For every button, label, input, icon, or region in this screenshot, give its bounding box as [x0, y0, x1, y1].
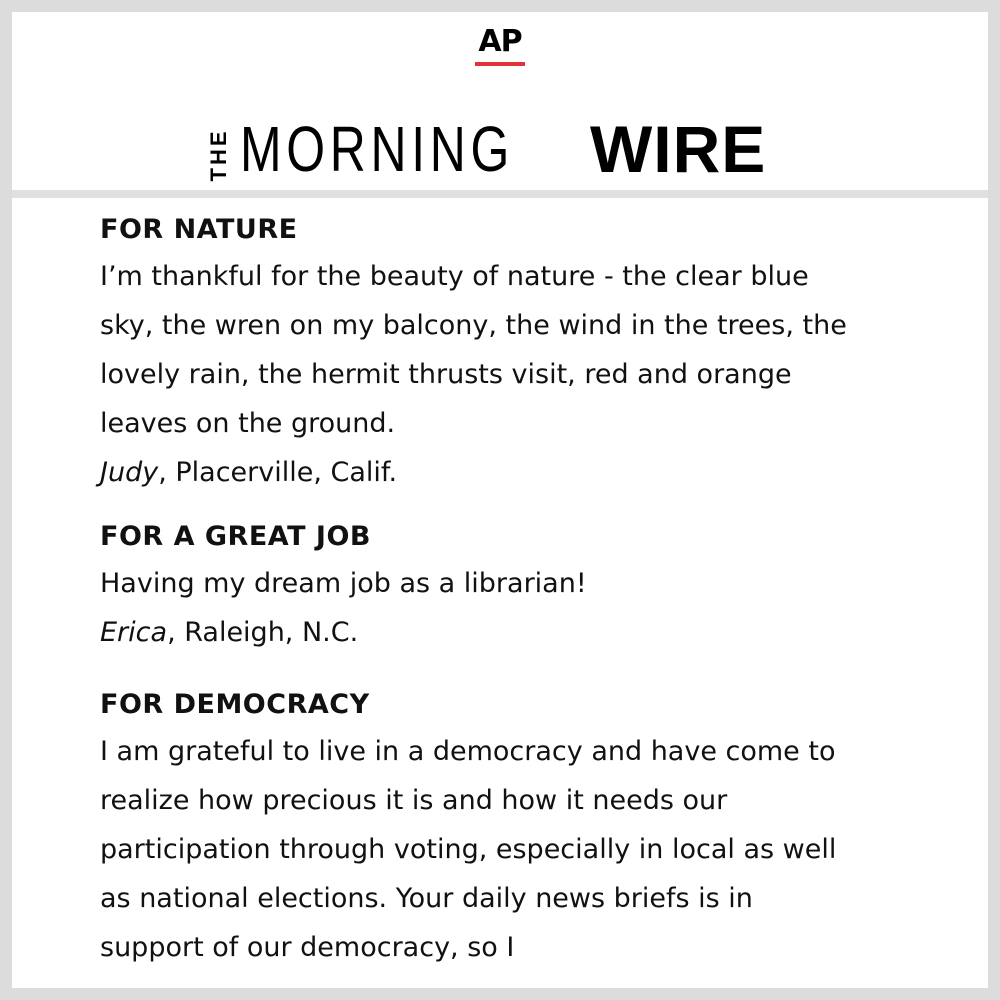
section-heading: FOR DEMOCRACY: [100, 689, 370, 720]
newsletter-header: [12, 12, 988, 192]
section-body: I’m thankful for the beauty of nature - the clear blue sky, the wren on my balcony, the wind in the trees, the lovely rain, the hermit thrusts visit, red and orange leaves on the ground.: [100, 261, 847, 439]
header-divider: [12, 190, 988, 198]
ap-logo-underline: [475, 62, 525, 66]
section-heading: FOR NATURE: [100, 214, 298, 245]
section-great-job: [100, 515, 860, 657]
ap-logo: AP: [478, 24, 522, 59]
article-content: [100, 208, 860, 988]
attribution: [100, 608, 860, 657]
newsletter-frame: [12, 12, 988, 988]
masthead: [202, 112, 822, 192]
attribution-name: Erica: [100, 617, 168, 648]
section-democracy: [100, 683, 860, 972]
masthead-morning: MORNING: [240, 113, 515, 185]
section-heading: FOR A GREAT JOB: [100, 521, 371, 552]
attribution: [100, 448, 860, 497]
section-body: I am grateful to live in a democracy and have come to realize how precious it is and how it needs our participation through voting, especially in local as well as national elections. Your daily news briefs is in support of our democracy, so I: [100, 736, 837, 963]
masthead-the: THE: [206, 128, 231, 182]
section-body: Having my dream job as a librarian!: [100, 568, 587, 599]
attribution-location: , Raleigh, N.C.: [167, 617, 359, 648]
attribution-name: Judy: [100, 457, 159, 488]
masthead-wire: WIRE: [590, 112, 767, 186]
attribution-location: , Placerville, Calif.: [158, 457, 398, 488]
section-nature: [100, 208, 860, 497]
